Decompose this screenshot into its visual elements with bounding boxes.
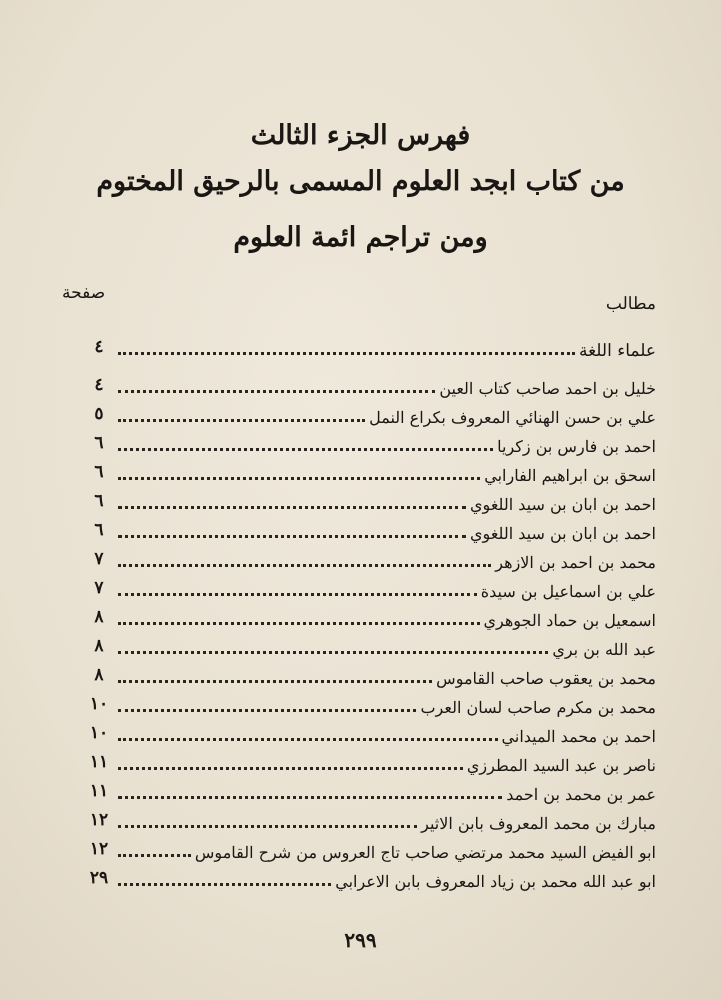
topics-column-label: مطالب [605, 294, 656, 314]
entry-name: علي بن اسماعيل بن سيدة [480, 582, 656, 601]
entry-name: احمد بن محمد الميداني [501, 727, 656, 746]
dot-leader [118, 564, 491, 567]
entry-page: ١١ [89, 781, 109, 801]
dot-leader [118, 738, 498, 741]
entry-page: ٨ [94, 665, 104, 685]
entry-name: ابو عبد الله محمد بن زياد المعروف بابن الاعرابي [335, 872, 656, 891]
entry-page: ١٢ [89, 810, 109, 830]
dot-leader [118, 390, 435, 393]
entry-name: عبد الله بن بري [552, 640, 656, 659]
dot-leader [118, 854, 191, 857]
toc-entry [118, 840, 656, 866]
dot-leader [118, 535, 466, 538]
toc-entry [118, 637, 656, 663]
dot-leader [118, 506, 466, 509]
entry-name: مبارك بن محمد المعروف بابن الاثير [421, 814, 656, 833]
dot-leader [118, 825, 417, 828]
dot-leader [118, 883, 331, 886]
page-number: ٢٩٩ [344, 928, 377, 952]
entry-page: ٧ [94, 578, 104, 598]
toc-entry [118, 550, 656, 576]
index-title: فهرس الجزء الثالث [250, 120, 471, 151]
toc-entry [118, 463, 656, 489]
entry-page: ٦ [94, 462, 104, 482]
toc-entry [118, 434, 656, 460]
toc-entry [118, 376, 656, 402]
entry-name: اسحق بن ابراهيم الفارابي [484, 466, 656, 485]
section-heading-row [118, 338, 656, 364]
toc-entry [118, 666, 656, 692]
dot-leader [118, 680, 432, 683]
entry-page: ٨ [94, 607, 104, 627]
entry-page: ٢٩ [89, 868, 109, 888]
toc-entry [118, 405, 656, 431]
book-subtitle: ومن تراجم ائمة العلوم [233, 222, 488, 253]
dot-leader [118, 796, 502, 799]
toc-entry [118, 724, 656, 750]
entry-page: ٤ [94, 375, 104, 395]
toc-entry [118, 782, 656, 808]
entry-page: ١٢ [89, 839, 109, 859]
toc-entry [118, 869, 656, 895]
entry-name: محمد بن يعقوب صاحب القاموس [436, 669, 656, 688]
page-column-label: صفحة [62, 283, 106, 303]
dot-leader [118, 593, 477, 596]
entry-page: ٧ [94, 549, 104, 569]
entry-page: ٦ [94, 520, 104, 540]
dot-leader [118, 352, 575, 355]
entry-page: ٨ [94, 636, 104, 656]
toc-entry [118, 579, 656, 605]
dot-leader [118, 477, 480, 480]
section-heading-name: علماء اللغة [578, 341, 656, 361]
entry-name: احمد بن ابان بن سيد اللغوي [470, 495, 656, 514]
entry-name: خليل بن احمد صاحب كتاب العين [439, 379, 656, 398]
toc-entry [118, 521, 656, 547]
dot-leader [118, 651, 548, 654]
dot-leader [118, 448, 493, 451]
entry-name: محمد بن احمد بن الازهر [495, 553, 656, 572]
dot-leader [118, 767, 463, 770]
section-heading-page: ٤ [94, 337, 104, 357]
entry-page: ١٠ [89, 723, 109, 743]
dot-leader [118, 709, 416, 712]
entry-page: ٦ [94, 491, 104, 511]
entry-page: ١١ [89, 752, 109, 772]
entry-page: ١٠ [89, 694, 109, 714]
toc-entry [118, 753, 656, 779]
entry-name: عمر بن محمد بن احمد [506, 785, 656, 804]
toc-entry [118, 695, 656, 721]
book-title: من كتاب ابجد العلوم المسمى بالرحيق المختوم [96, 166, 625, 197]
toc-entry [118, 608, 656, 634]
entry-name: احمد بن فارس بن زكريا [497, 437, 656, 456]
dot-leader [118, 419, 365, 422]
entry-name: ناصر بن عبد السيد المطرزي [466, 756, 656, 775]
dot-leader [118, 622, 480, 625]
entry-name: محمد بن مكرم صاحب لسان العرب [420, 698, 656, 717]
toc-entry [118, 811, 656, 837]
entry-name: اسمعيل بن حماد الجوهري [483, 611, 656, 630]
entry-name: ابو الفيض السيد محمد مرتضي صاحب تاج العروس من شرح القاموس [194, 843, 656, 862]
entry-page: ٦ [94, 433, 104, 453]
entry-name: علي بن حسن الهنائي المعروف بكراع النمل [369, 408, 656, 427]
entry-name: احمد بن ابان بن سيد اللغوي [470, 524, 656, 543]
entry-page: ٥ [94, 404, 104, 424]
toc-entry [118, 492, 656, 518]
